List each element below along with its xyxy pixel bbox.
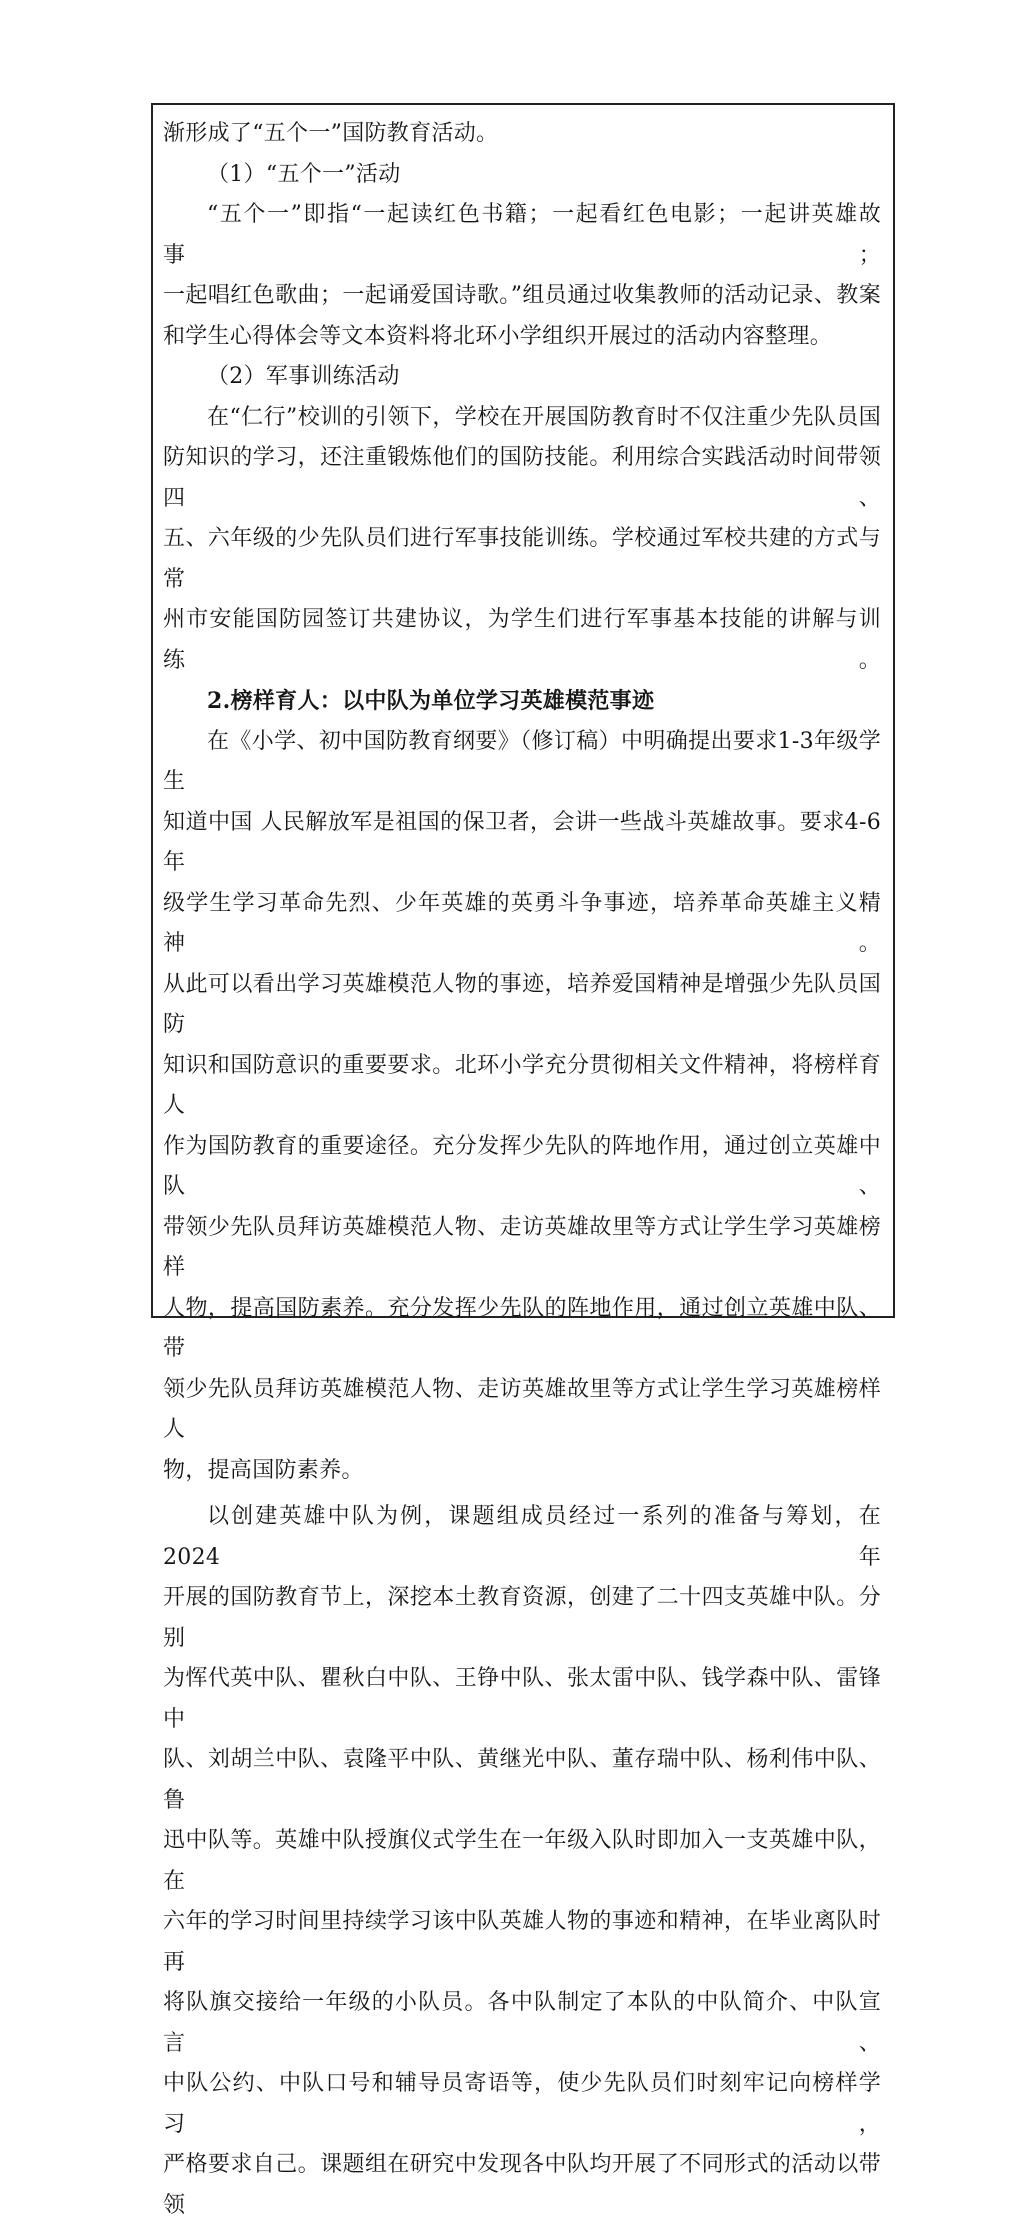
text-line: 开展的国防教育节上，深挖本土教育资源，创建了二十四支英雄中队。分别 <box>163 1585 881 1651</box>
text-line: （1）“五个一”活动 <box>207 161 401 187</box>
text-line: 队、刘胡兰中队、袁隆平中队、黄继光中队、董存瑞中队、杨利伟中队、鲁 <box>163 1747 881 1813</box>
text-line: 知识和国防意识的重要要求。北环小学充分贯彻相关文件精神，将榜样育人 <box>163 1052 881 1118</box>
text-line: 严格要求自己。课题组在研究中发现各中队均开展了不同形式的活动以带领 <box>163 2152 881 2218</box>
text-line: 带领少先队员拜访英雄模范人物、走访英雄故里等方式让学生学习英雄榜样 <box>163 1214 881 1280</box>
text-line: 为恽代英中队、瞿秋白中队、王铮中队、张太雷中队、钱学森中队、雷锋中 <box>163 1666 881 1732</box>
text-line: 作为国防教育的重要途径。充分发挥少先队的阵地作用，通过创立英雄中队、 <box>163 1133 881 1199</box>
text-line: “五个一”即指“一起读红色书籍；一起看红色电影；一起讲英雄故事； <box>163 202 881 268</box>
text-line: 人物，提高国防素养。充分发挥少先队的阵地作用，通过创立英雄中队、带 <box>163 1295 881 1361</box>
text-line: 从此可以看出学习英雄模范人物的事迹，培养爱国精神是增强少先队员国防 <box>163 971 881 1037</box>
document-body <box>163 114 881 2226</box>
section-heading: 2.榜样育人：以中队为单位学习英雄模范事迹 <box>207 688 655 714</box>
text-line: 知道中国 人民解放军是祖国的保卫者，会讲一些战斗英雄故事。要求4-6年 <box>163 809 881 875</box>
text-line: 渐形成了“五个一”国防教育活动。 <box>163 121 499 146</box>
text-line: 州市安能国防园签订共建协议，为学生们进行军事基本技能的讲解与训练。 <box>163 607 881 673</box>
text-line: 在“仁行”校训的引领下，学校在开展国防教育时不仅注重少先队员国 <box>207 404 881 430</box>
text-line: 和学生心得体会等文本资料将北环小学组织开展过的活动内容整理。 <box>163 323 833 349</box>
text-line: 领少先队员拜访英雄模范人物、走访英雄故里等方式让学生学习英雄榜样人 <box>163 1376 881 1442</box>
text-line: 将队旗交接给一年级的小队员。各中队制定了本队的中队简介、中队宣言、 <box>163 1990 881 2056</box>
text-line: 级学生学习革命先烈、少年英雄的英勇斗争事迹，培养革命英雄主义精神。 <box>163 890 881 956</box>
text-line: 物，提高国防素养。 <box>163 1457 364 1483</box>
text-line: 五、六年级的少先队员们进行军事技能训练。学校通过军校共建的方式与常 <box>163 526 881 592</box>
text-line: 防知识的学习，还注重锻炼他们的国防技能。利用综合实践活动时间带领四、 <box>163 445 881 511</box>
text-line: 六年的学习时间里持续学习该中队英雄人物的事迹和精神，在毕业离队时再 <box>163 1909 881 1975</box>
text-line: 中队公约、中队口号和辅导员寄语等，使少先队员们时刻牢记向榜样学习， <box>163 2071 881 2137</box>
text-line: 以创建英雄中队为例，课题组成员经过一系列的准备与筹划，在2024年 <box>163 1504 881 1570</box>
text-line: 迅中队等。英雄中队授旗仪式学生在一年级入队时即加入一支英雄中队，在 <box>163 1828 881 1894</box>
text-line: 在《小学、初中国防教育纲要》（修订稿）中明确提出要求1-3年级学生 <box>163 728 881 794</box>
text-line: 一起唱红色歌曲；一起诵爱国诗歌。”组员通过收集教师的活动记录、教案 <box>163 283 881 308</box>
text-line: （2）军事训练活动 <box>207 364 400 389</box>
